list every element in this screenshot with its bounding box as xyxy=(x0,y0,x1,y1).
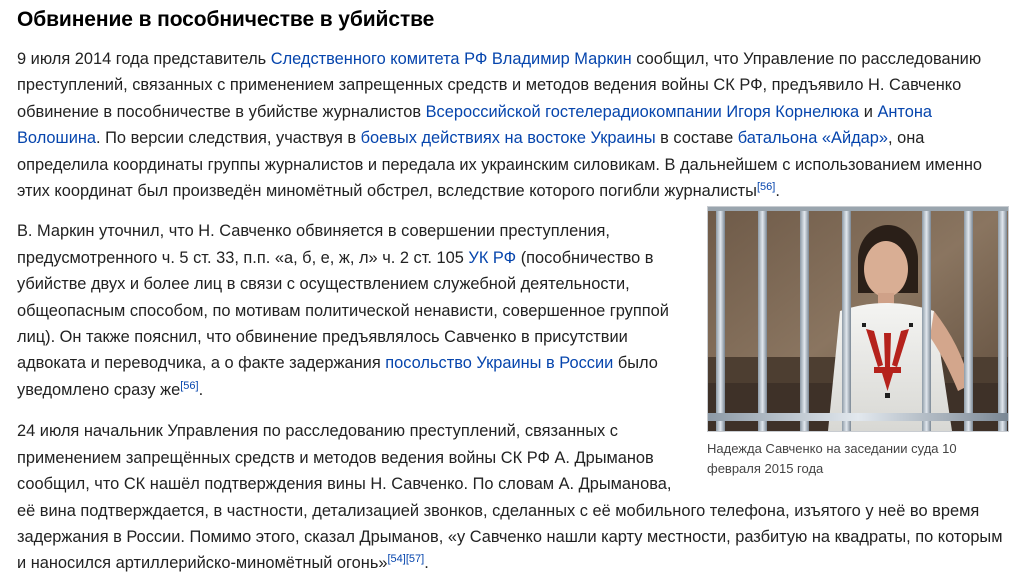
court-photo-image xyxy=(708,207,1008,431)
link-criminal-code[interactable]: УК РФ xyxy=(468,248,517,267)
link-ukrainian-embassy[interactable]: посольство Украины в России xyxy=(385,354,614,373)
article-section xyxy=(17,6,1007,577)
reference-56 xyxy=(180,380,198,392)
court-photo[interactable] xyxy=(707,206,1009,432)
link-anton-voloshin[interactable]: Антона Волошина xyxy=(17,102,933,148)
reference-link[interactable]: [57] xyxy=(405,553,425,566)
link-war-in-eastern-ukraine[interactable]: боевых действиях на востоке Украины xyxy=(360,129,656,148)
link-vladimir-markin[interactable]: Владимир Маркин xyxy=(491,50,632,68)
link-igor-kornelyuk[interactable]: Игоря Корнелюка xyxy=(726,102,860,121)
link-investigative-committee[interactable]: Следственного комитета РФ xyxy=(270,50,488,68)
reference-link[interactable]: [54] xyxy=(387,553,406,566)
figure-thumbnail xyxy=(707,206,1009,479)
section-heading: Обвинение в пособничестве в убийстве xyxy=(17,8,435,31)
paragraph-evidence: 24 июля начальник Управления по расследованию преступлений, связанных с применением запрещённых средств и методов ведения войны СК РФ А. Дрыманов сообщил, что СК нашёл подтверждения вины Н. Савченко. По словам А. Дрыманова, её вина подтверждается, в частности, детализацией звонков, сделанных с её мобильного телефона, изъятого у неё во время задержания в России. Помимо этого, сказал Дрыманов, «у Савченко нашли карту местности, разбитую на квадраты, по которым и наносился артиллерийско-миномётный огонь»[54][57]. xyxy=(17,422,1003,573)
paragraph-charge-announcement: 9 июля 2014 года представитель Следственного комитета РФ Владимир Маркин сообщил, что Управление по расследованию преступлений, связанных с применением запрещенных средств и методов ведения войны СК РФ, предъявило Н. Савченко обвинение в пособничестве в убийстве журналистов Всероссийской гостелерадиокомпании Игоря Корнелюка и Антона Волошина. По версии следствия, участвуя в боевых действиях на востоке Украины в составе батальона «Айдар», она определила координаты группы журналистов и передала их украинским силовикам. В дальнейшем с использованием именно этих координат был произведён миномётный обстрел, вследствие которого погибли журналисты[56]. xyxy=(17,50,983,201)
reference-56 xyxy=(757,181,775,193)
reference-link[interactable]: [56] xyxy=(756,181,776,194)
paragraph-charge-details: В. Маркин уточнил, что Н. Савченко обвиняется в совершении преступления, предусмотренного ч. 5 ст. 33, п.п. «а, б, е, ж, л» ч. 2 ст. 105 УК РФ (пособничество в убийстве двух и более лиц в связи с осуществлением служебной деятельности, общеопасным способом, по мотивам политической ненависти, совершенное группой лиц). Он также пояснил, что обвинение предъявлялось Савченко в присутствии адвоката и переводчика, а о факте задержания посольство Украины в России было уведомлено сразу же[56]. xyxy=(17,222,669,399)
link-vgtrk[interactable]: Всероссийской гостелерадиокомпании xyxy=(425,102,722,121)
reference-54-57 xyxy=(388,553,425,565)
figure-caption: Надежда Савченко на заседании суда 10 февраля 2015 года xyxy=(707,441,957,477)
link-aidar-battalion[interactable]: батальона «Айдар» xyxy=(737,129,889,148)
reference-link[interactable]: [56] xyxy=(180,379,199,392)
